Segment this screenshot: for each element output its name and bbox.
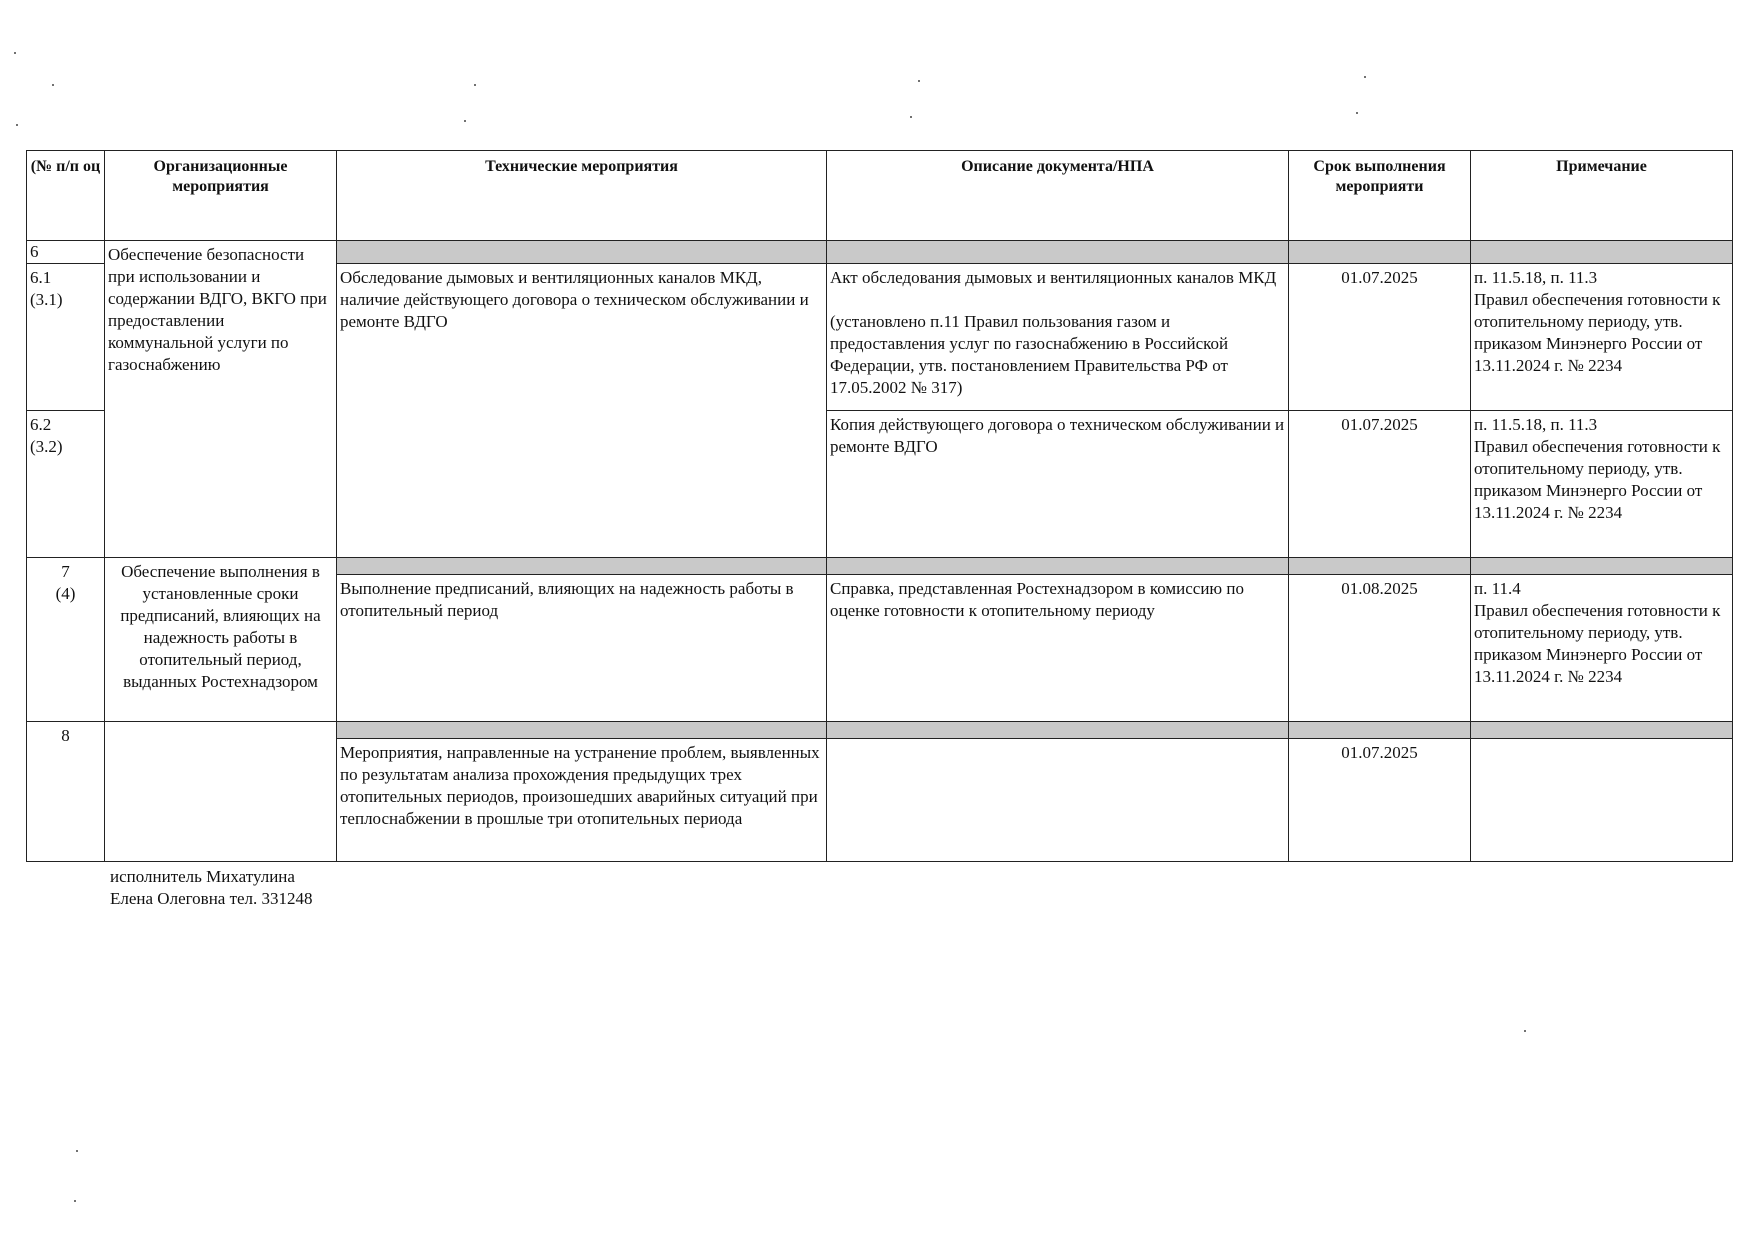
row-note: п. 11.4 Правил обеспечения готовности к отопительному периоду, утв. приказом Минэнерго России от 13.11.2024 г. № 2234	[1471, 575, 1733, 722]
scan-speck	[52, 84, 54, 86]
row-number: 7 (4)	[27, 558, 105, 722]
row-note: п. 11.5.18, п. 11.3 Правил обеспечения готовности к отопительному периоду, утв. приказом Минэнерго России от 13.11.2024 г. № 2234	[1471, 411, 1733, 558]
header-number: (№ п/п оц	[27, 151, 105, 241]
gray-band	[1471, 722, 1733, 739]
scan-speck	[1364, 76, 1366, 78]
scan-speck	[464, 120, 466, 122]
gray-band	[1471, 241, 1733, 264]
row-technical: Выполнение предписаний, влияющих на надежность работы в отопительный период	[337, 575, 827, 722]
row-term: 01.08.2025	[1289, 575, 1471, 722]
table-row	[27, 558, 1733, 575]
gray-band	[1289, 241, 1471, 264]
table-header-row	[27, 151, 1733, 241]
scan-speck	[910, 116, 912, 118]
row-note-empty	[1471, 739, 1733, 862]
row-organizational: Обеспечение выполнения в установленные сроки предписаний, влияющих на надежность работы в отопительный период, выданных Ростехнадзором	[105, 558, 337, 722]
row-number: 6.2 (3.2)	[27, 411, 105, 558]
gray-band	[1289, 722, 1471, 739]
gray-band	[827, 241, 1289, 264]
row-term: 01.07.2025	[1289, 739, 1471, 862]
row-term: 01.07.2025	[1289, 264, 1471, 411]
measures-table	[26, 150, 1733, 862]
row-document: Копия действующего договора о техническом обслуживании и ремонте ВДГО	[827, 411, 1289, 558]
header-document: Описание документа/НПА	[827, 151, 1289, 241]
gray-band	[827, 558, 1289, 575]
scan-speck	[76, 1150, 78, 1152]
header-term: Срок выполнения мероприяти	[1289, 151, 1471, 241]
gray-band	[337, 722, 827, 739]
scan-speck	[1524, 1030, 1526, 1032]
executor-signature: исполнитель Михатулина Елена Олеговна тел. 331248	[110, 867, 313, 908]
row-organizational: Обеспечение безопасности при использовании и содержании ВДГО, ВКГО при предоставлении коммунальной услуги по газоснабжению	[105, 241, 337, 558]
scan-speck	[16, 124, 18, 126]
row-organizational-empty	[105, 722, 337, 862]
row-number: 8	[27, 722, 105, 862]
gray-band	[1289, 558, 1471, 575]
header-note: Примечание	[1471, 151, 1733, 241]
scan-speck	[1356, 112, 1358, 114]
row-number: 6	[27, 241, 105, 264]
gray-band	[337, 558, 827, 575]
gray-band	[1471, 558, 1733, 575]
table-row	[27, 241, 1733, 264]
gray-band	[337, 241, 827, 264]
row-document: Акт обследования дымовых и вентиляционных каналов МКД (установлено п.11 Правил пользования газом и предоставления услуг по газоснабжению в Российской Федерации, утв. постановлением Правительства РФ от 17.05.2002 № 317)	[827, 264, 1289, 411]
row-number: 6.1 (3.1)	[27, 264, 105, 411]
table-row	[27, 722, 1733, 739]
scan-speck	[474, 84, 476, 86]
scan-speck	[14, 52, 16, 54]
header-organizational: Организационные мероприятия	[105, 151, 337, 241]
row-document-empty	[827, 739, 1289, 862]
gray-band	[827, 722, 1289, 739]
row-technical: Обследование дымовых и вентиляционных каналов МКД, наличие действующего договора о техническом обслуживании и ремонте ВДГО	[337, 264, 827, 558]
row-note: п. 11.5.18, п. 11.3 Правил обеспечения готовности к отопительному периоду, утв. приказом Минэнерго России от 13.11.2024 г. № 2234	[1471, 264, 1733, 411]
row-document: Справка, представленная Ростехнадзором в комиссию по оценке готовности к отопительному периоду	[827, 575, 1289, 722]
row-term: 01.07.2025	[1289, 411, 1471, 558]
row-technical: Мероприятия, направленные на устранение проблем, выявленных по результатам анализа прохождения предыдущих трех отопительных периодов, произошедших аварийных ситуаций при теплоснабжении в прошлые три отопительных периода	[337, 739, 827, 862]
scan-speck	[74, 1200, 76, 1202]
header-technical: Технические мероприятия	[337, 151, 827, 241]
scan-speck	[918, 80, 920, 82]
